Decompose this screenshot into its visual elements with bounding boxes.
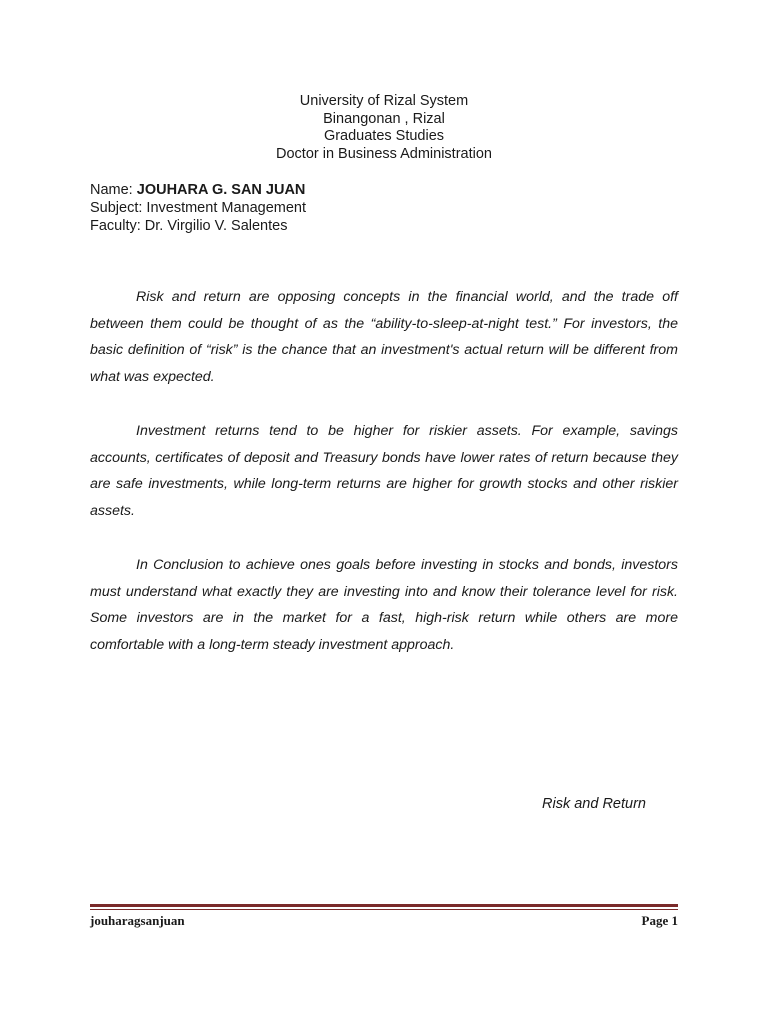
faculty-line: Faculty: Dr. Virgilio V. Salentes [90,218,288,234]
body-paragraph: Investment returns tend to be higher for riskier assets. For example, savings accounts, certificates of deposit and Treasury bonds have lower rates of return because they are safe investments, while long-term returns are higher for growth stocks and other riskier assets. [90,423,678,520]
name-label: Name: [90,182,137,198]
document-title: Risk and Return [542,796,646,812]
university-name: University of Rizal System [299,93,469,109]
name-line [90,181,306,199]
footer-divider-thin [90,909,678,910]
footer-divider-thick [90,904,678,907]
body-paragraph: In Conclusion to achieve ones goals before investing in stocks and bonds, investors must understand what exactly they are investing into and know their tolerance level for risk. Some investors are in the market for a fast, high-risk return while others are more comfortable with a long-term steady investment approach. [90,557,678,654]
student-name: JOUHARA G. SAN JUAN [136,182,306,198]
student-info [90,181,306,235]
body-paragraph: Risk and return are opposing concepts in the financial world, and the trade off between them could be thought of as the “ability-to-sleep-at-night test.” For investors, the basic definition of “risk” is the chance that an investment's actual return will be different from what was expected. [90,289,678,386]
degree-program: Doctor in Business Administration [276,145,492,162]
school-division: Graduates Studies [323,128,445,144]
subject-line: Subject: Investment Management [90,200,307,216]
page-number: Page 1 [641,913,678,928]
footer-author: jouharagsanjuan [90,913,185,928]
campus-location: Binangonan , Rizal [323,110,445,127]
institution-header [0,93,768,163]
